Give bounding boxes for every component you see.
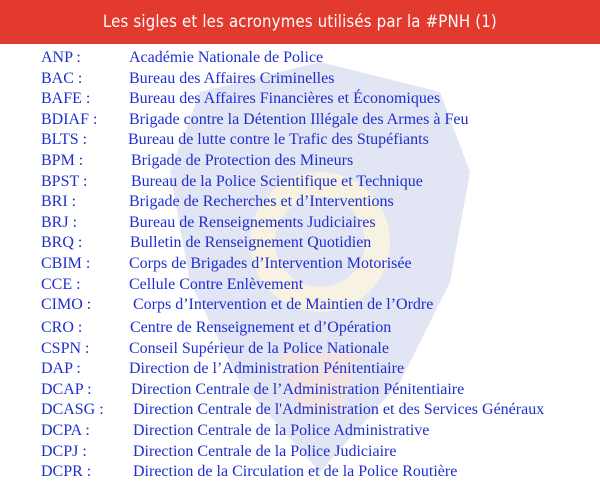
acronym-description: Direction de l’Administration Pénitentiaire xyxy=(129,360,405,378)
acronym-description: Bureau de Renseignements Judiciaires xyxy=(129,213,376,231)
list-item xyxy=(0,254,600,275)
acronym-label: BPST : xyxy=(41,172,88,190)
acronym-description: Direction de la Circulation et de la Police Routière xyxy=(133,463,458,481)
acronym-label: CCE : xyxy=(41,275,81,293)
page-title: Les sigles et les acronymes utilisés par la #PNH (1) xyxy=(102,12,498,32)
acronym-label: BPM : xyxy=(41,152,84,169)
acronym-description: Brigade de Recherches et d’Interventions xyxy=(129,193,394,211)
list-item xyxy=(0,192,600,213)
header-banner xyxy=(0,0,600,44)
list-item xyxy=(0,48,600,69)
list-item xyxy=(0,172,600,193)
list-item xyxy=(0,462,600,483)
list-item xyxy=(0,275,600,296)
acronym-label: CBIM : xyxy=(41,255,91,272)
acronym-label: BRQ : xyxy=(41,234,83,252)
acronym-description: Direction Centrale de la Police Judiciaire xyxy=(133,442,397,460)
list-item xyxy=(0,400,600,421)
acronym-label: BDIAF : xyxy=(41,110,98,128)
acronym-description: Direction Centrale de l’Administration Pénitentiaire xyxy=(131,380,465,398)
acronym-description: Corps d’Intervention et de Maintien de l’Ordre xyxy=(133,296,434,314)
list-item xyxy=(0,89,600,110)
acronym-label: BAFE : xyxy=(41,90,91,108)
acronym-label: BRI : xyxy=(41,193,77,211)
acronym-label: DCPA : xyxy=(41,422,90,439)
acronym-description: Académie Nationale de Police xyxy=(129,49,324,66)
acronym-description: Direction Centrale de l'Administration et des Services Généraux xyxy=(133,401,545,419)
acronym-description: Bureau de lutte contre le Trafic des Stupéfiants xyxy=(128,131,429,149)
acronym-description: Cellule Contre Enlèvement xyxy=(129,275,304,293)
list-item xyxy=(0,69,600,90)
acronym-label: CIMO : xyxy=(41,296,92,314)
list-item xyxy=(0,213,600,234)
list-item xyxy=(0,359,600,380)
acronym-description: Conseil Supérieur de la Police Nationale xyxy=(129,339,389,357)
acronym-label: DAP : xyxy=(41,360,81,378)
acronym-label: DCPJ : xyxy=(41,442,87,460)
acronym-label: BLTS : xyxy=(41,131,88,149)
list-item xyxy=(0,233,600,254)
acronym-label: BAC : xyxy=(41,69,83,87)
list-item xyxy=(0,151,600,172)
list-item xyxy=(0,380,600,401)
list-item xyxy=(0,110,600,131)
acronym-description: Brigade contre la Détention Illégale des Armes à Feu xyxy=(129,110,469,128)
acronym-label: DCASG : xyxy=(41,401,104,419)
acronym-label: BRJ : xyxy=(41,213,78,231)
acronym-label: DCPR : xyxy=(41,463,92,481)
acronym-list-panel xyxy=(0,44,600,484)
acronym-label: CSPN : xyxy=(41,339,90,357)
list-item xyxy=(0,442,600,463)
list-item xyxy=(0,318,600,339)
acronym-description: Corps de Brigades d’Intervention Motorisée xyxy=(129,255,412,272)
acronym-description: Centre de Renseignement et d’Opération xyxy=(130,319,392,336)
acronym-description: Bureau des Affaires Criminelles xyxy=(129,69,335,87)
acronym-description: Bulletin de Renseignement Quotidien xyxy=(130,234,372,252)
list-item xyxy=(0,339,600,360)
acronym-description: Brigade de Protection des Mineurs xyxy=(131,152,354,169)
acronym-description: Direction Centrale de la Police Administrative xyxy=(133,422,430,439)
acronym-description: Bureau des Affaires Financières et Économiques xyxy=(129,90,441,108)
acronym-description: Bureau de la Police Scientifique et Technique xyxy=(131,172,423,190)
list-item xyxy=(0,295,600,316)
acronym-label: DCAP : xyxy=(41,380,92,398)
list-item xyxy=(0,421,600,442)
acronym-label: ANP : xyxy=(41,49,81,66)
acronym-label: CRO : xyxy=(41,319,83,336)
list-item xyxy=(0,130,600,151)
